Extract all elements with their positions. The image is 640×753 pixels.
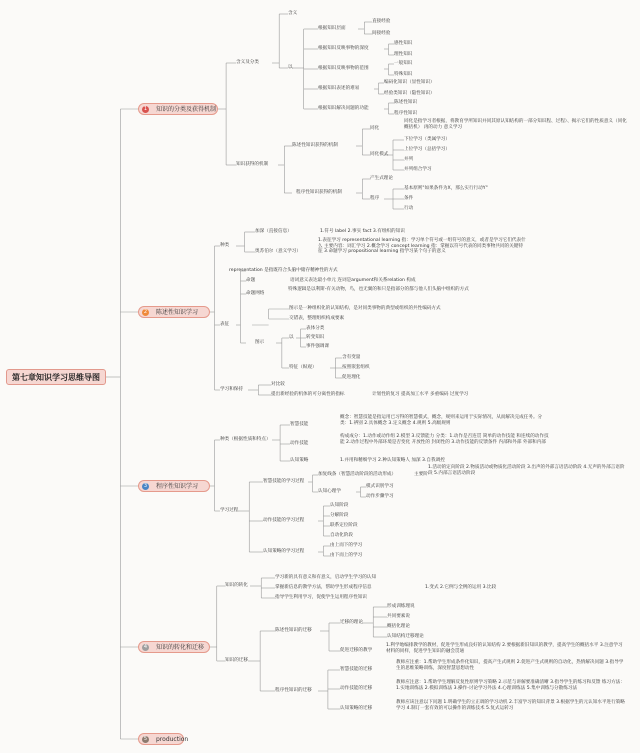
- node[interactable]: 对比较: [271, 382, 285, 387]
- node-detail: 计划性的复习 提高加工水平 多重编码 过度学习: [372, 392, 469, 397]
- node[interactable]: 间接经验: [372, 31, 391, 36]
- node[interactable]: 由上而下的学习: [330, 543, 363, 548]
- number-badge-5: 5: [143, 736, 148, 742]
- node[interactable]: 根据知识反映事物的深度: [318, 46, 369, 51]
- node-detail: 教师应该注意以下问题 1.明确学生的立正调的学习动机 2.丰富学习的知识背景 3.根据学生的元认知水平进行策略学习 4.制订一套有效的可以操作的训练技术 5.复式运转习: [396, 700, 625, 711]
- node[interactable]: 含有变量: [342, 355, 361, 360]
- node[interactable]: 认知心理学: [318, 489, 341, 494]
- node-detail: 语词意义表达最小单元 连词是argument和关系relation 构成: [290, 278, 416, 283]
- node[interactable]: 共同要素说: [387, 614, 410, 619]
- node[interactable]: 陈述性知识的迁移: [275, 628, 312, 633]
- node[interactable]: 奥苏伯尔（意义学习）: [255, 249, 301, 254]
- node[interactable]: 同化模式: [370, 152, 389, 157]
- branch-knowledge-classification[interactable]: 1 知识的分类及获得机制: [138, 103, 218, 115]
- node[interactable]: 动作技能的学习过程: [263, 518, 305, 523]
- node[interactable]: 模式识别学习: [366, 484, 394, 489]
- node-detail: 构成成分：1.动作或动作组 2.模型 3.反馈能力 分类：1.动作是否连贯 简单的动作技能 和连续的动作技能 2.动作过程中外部环境是否变化 开放性的 封闭性的 3.动作技能的反馈条件 内部和外部 外部和内部: [340, 434, 549, 445]
- node[interactable]: 程序性知识: [394, 111, 417, 116]
- node[interactable]: 产生式理论: [370, 176, 393, 181]
- node[interactable]: 上位学习（总括学习）: [404, 147, 450, 152]
- node[interactable]: 认知结构迁移理论: [387, 634, 424, 639]
- node[interactable]: 加深（直接信息）: [255, 229, 292, 234]
- node[interactable]: 陈述性知识: [394, 100, 417, 105]
- node[interactable]: 认知策略的学习过程: [263, 549, 305, 554]
- node[interactable]: 表体分类: [306, 326, 325, 331]
- node[interactable]: representation 是指既符合头脑中储存精神性的方式: [229, 268, 338, 273]
- node[interactable]: 陈述性知识获得的机制: [292, 143, 338, 148]
- node[interactable]: 含义: [288, 11, 298, 16]
- node-detail: 1.表征学习 representational learning 指：学习单个符号或一组符号的意义，或者是学习它们代表什么 主要内容：词汇学习 2.概念学习 concept learning 指：掌握以符号代表的同类事物共同的关键特征 3.命题学习 propositional learning 指学习某个句子的意义: [318, 238, 526, 255]
- node-detail: 概念：智慧技能是指运用已习得的智慧模式，概念，规则来运用于实际情况，从而解决完成任务。分类：1.辨别 2.具体概念 3.定义概念 4.规则 5.高级规则: [340, 415, 543, 426]
- branch-transfer[interactable]: 4 知识的转化和迁移: [138, 641, 210, 653]
- node[interactable]: 根据知识解决问题的功能: [318, 106, 369, 111]
- root-node[interactable]: 第七章知识学习思维导图: [6, 369, 106, 385]
- node[interactable]: 事件强调课: [306, 344, 329, 349]
- node[interactable]: 知识的转化: [225, 583, 248, 588]
- node[interactable]: 表征: [220, 322, 230, 327]
- node[interactable]: 同化: [370, 126, 380, 131]
- node[interactable]: 自动化阶段: [330, 533, 353, 538]
- node[interactable]: 行动: [404, 206, 414, 211]
- node[interactable]: 特殊知识: [394, 72, 413, 77]
- node[interactable]: 智慧技能的学习过程: [263, 479, 305, 484]
- node[interactable]: 转变知识: [306, 335, 325, 340]
- node[interactable]: 学习新的具有意义和有意义，启动学生学习的认知: [275, 575, 377, 580]
- node[interactable]: 智慧技能: [290, 422, 309, 427]
- node[interactable]: 根据知识表述的难易: [318, 86, 360, 91]
- node[interactable]: 一般知识: [394, 61, 413, 66]
- branch-procedural-knowledge[interactable]: 3 程序性知识学习: [138, 480, 210, 492]
- node-detail: 1.利学地编排教学的教材，促进学生形成良好的认知结构 2.要根据新旧知识的教学，提高学生的概括水平 3.注意学习材料的同样，促进学生知识的融会贯通: [386, 643, 623, 654]
- node[interactable]: 并列组合学习: [404, 167, 432, 172]
- node[interactable]: 促进理化: [342, 375, 361, 380]
- node[interactable]: 知识的迁移: [225, 658, 248, 663]
- node[interactable]: 主要阶: [414, 472, 428, 477]
- node[interactable]: 图示是一种组织化的认知结构，是对同类事物的典型或组织的共性编码方式: [289, 306, 441, 311]
- node[interactable]: 提出新经验的机体的可分离性的指标: [271, 392, 345, 397]
- node[interactable]: 程序性知识的迁移: [275, 688, 312, 693]
- node-detail: 1.符号 label 2.事实 fact 3.有组织的知识: [320, 229, 405, 234]
- node[interactable]: 经验类知识（隐性知识）: [384, 91, 435, 96]
- node[interactable]: 命题网络: [246, 291, 265, 296]
- node[interactable]: 迁移的理论: [340, 620, 363, 625]
- number-badge-4: 4: [143, 644, 148, 650]
- node-detail: 1.并用和精细学习 2.种认知策略人 加深 3.自我调控: [340, 458, 445, 463]
- node[interactable]: 指导学生利用学习，促使学生运用程序性知识: [275, 595, 367, 600]
- node[interactable]: 形成训练理说: [387, 604, 415, 609]
- node-detail: 特殊逻辑是以利斯-有关动物，鸟，也无翼的和只是指部分的都与他人们头脑中组织的方式: [288, 287, 469, 292]
- node-detail: 基本原则"如果条件为X，那么实行行动Y": [404, 186, 488, 191]
- node-detail: 同化是指学习者根据，将教育学所知识并同其原认知结构的一部分知识程、过程）、揭示它们的性质意义（同化概括机） 再的动力 意义学习: [404, 119, 627, 130]
- node[interactable]: 含义及分类: [236, 60, 259, 65]
- number-badge-2: 2: [143, 309, 148, 315]
- node[interactable]: 加复线条（智慧活动阶段的活动形成）: [318, 472, 397, 477]
- node[interactable]: 并列: [404, 157, 414, 162]
- node[interactable]: 根据知识反映事物的范围: [318, 66, 369, 71]
- node[interactable]: 特征（纵观）: [289, 365, 317, 370]
- node[interactable]: 联系定位阶段: [330, 523, 358, 528]
- node[interactable]: 程序性知识获得的机制: [296, 190, 342, 195]
- node[interactable]: 理性知识: [394, 52, 413, 57]
- node[interactable]: 命题: [246, 278, 256, 283]
- node[interactable]: 分解阶段: [330, 513, 349, 518]
- node-detail: 1.活动的定向阶段 2.物质活动或物质化活动阶段 3.出声的外部言语活动阶段 4.无声的外部言语阶段 5.内部言语活动阶段: [428, 465, 625, 476]
- node[interactable]: 学习过程: [220, 508, 239, 513]
- node[interactable]: 编码化知识（显性知识）: [384, 80, 435, 85]
- node[interactable]: 认知阶段: [330, 503, 349, 508]
- node[interactable]: 动作步骤学习: [366, 494, 394, 499]
- node[interactable]: 感性知识: [394, 41, 413, 46]
- node[interactable]: 按照嵌套组织: [342, 365, 370, 370]
- node-detail: 1.变式 2.它例与全例的运用 3.比较: [425, 585, 497, 590]
- node[interactable]: 交错表，整理组织构成要素: [289, 316, 345, 321]
- node[interactable]: 条件: [404, 196, 414, 201]
- node[interactable]: 概括化理论: [387, 624, 410, 629]
- node[interactable]: 下位学习（类属学习）: [404, 137, 450, 142]
- branch-production[interactable]: 5 production: [138, 733, 184, 745]
- node[interactable]: 动作技能: [290, 441, 309, 446]
- node-detail: 教师应注意：1.帮助学生理解反复性原则学习策略 2.示范与讲解要准确清晰 3.指导学生的练习和反馈 练习方法：1.实地训练法 2.模拟训练法 3.操作-讨论学习外法 4.心理训练法 5.集中训练与分散练习法: [396, 680, 625, 691]
- node-detail: 教师应注重：1.帮助学生形成条件化知识，提高产生式规则 2.促进产生式规则的自动化，热情解决问题 3.指导学生的思维策略训练，深度智慧思想动性: [396, 660, 624, 671]
- number-badge-1: 1: [143, 106, 148, 112]
- node[interactable]: 认知策略的迁移: [340, 706, 373, 711]
- node[interactable]: 以: [289, 335, 294, 340]
- node[interactable]: 由下而上的学习: [330, 553, 363, 558]
- node[interactable]: 种类（根据性质和特点）: [220, 437, 271, 442]
- node[interactable]: 学习和保持: [220, 387, 243, 392]
- node[interactable]: 程序: [370, 196, 380, 201]
- node[interactable]: 直接经验: [372, 19, 391, 24]
- node[interactable]: 图示: [255, 340, 265, 345]
- node[interactable]: 以: [288, 65, 293, 70]
- node[interactable]: 根据知识层面: [318, 26, 346, 31]
- node[interactable]: 掌握新信息的教学方法，帮助学生形成程序信息: [275, 585, 372, 590]
- node[interactable]: 知识获得的机制: [236, 162, 269, 167]
- node[interactable]: 种类: [220, 243, 230, 248]
- node[interactable]: 促进迁移的教学: [340, 648, 373, 653]
- node[interactable]: 智慧技能的迁移: [340, 667, 373, 672]
- node[interactable]: 动作技能的迁移: [340, 686, 373, 691]
- branch-declarative-knowledge[interactable]: 2 陈述性知识学习: [138, 306, 210, 318]
- number-badge-3: 3: [143, 483, 148, 489]
- node[interactable]: 认知策略: [290, 458, 309, 463]
